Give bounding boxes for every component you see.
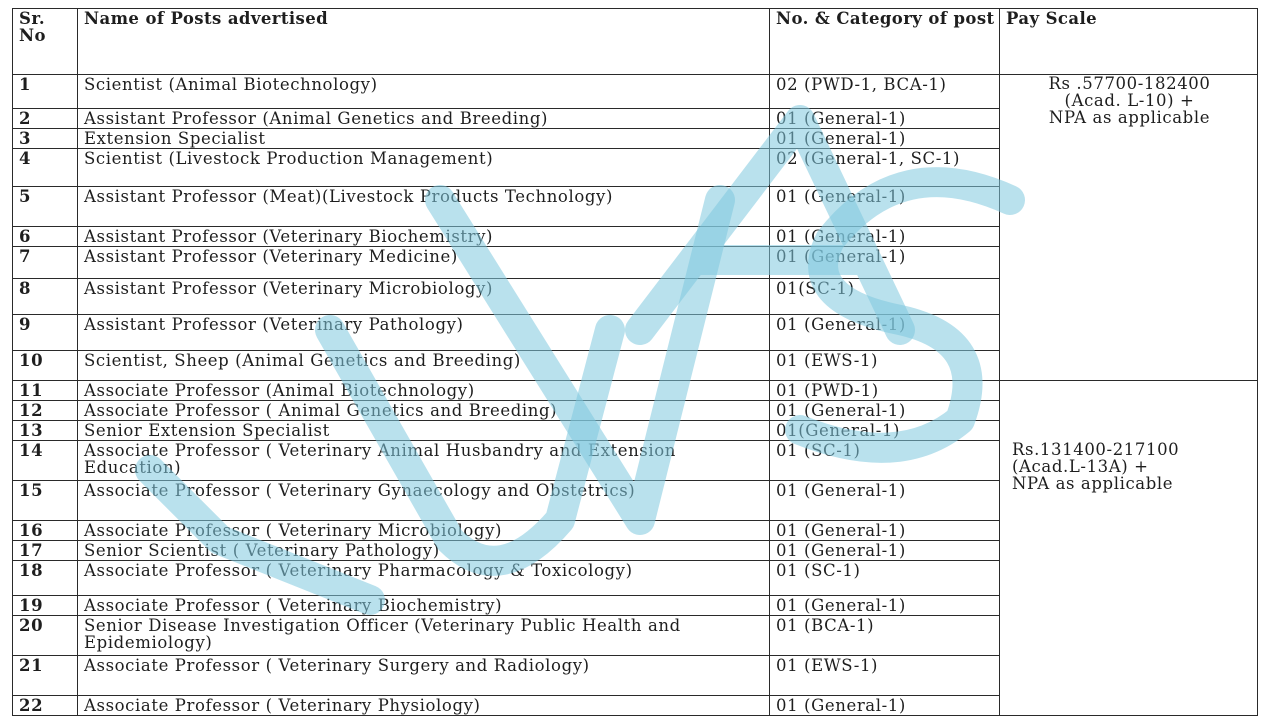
row-sr-no: 1 (13, 75, 78, 109)
row-category: 01 (General-1) (770, 227, 1000, 247)
row-post-name: Extension Specialist (78, 129, 770, 149)
pay-scale-line: (Acad. L-10) + (1064, 91, 1195, 110)
row-category: 01 (General-1) (770, 541, 1000, 561)
row-sr-no: 16 (13, 521, 78, 541)
row-post-name: Scientist (Animal Biotechnology) (78, 75, 770, 109)
header-pay-scale: Pay Scale (1000, 9, 1258, 75)
row-post-name: Associate Professor ( Veterinary Physiology) (78, 696, 770, 716)
row-post-name: Assistant Professor (Veterinary Microbiology) (78, 279, 770, 315)
row-sr-no: 7 (13, 247, 78, 279)
pay-scale-line: Rs .57700-182400 (1048, 74, 1211, 93)
row-category: 01 (EWS-1) (770, 351, 1000, 381)
row-category: 02 (PWD-1, BCA-1) (770, 75, 1000, 109)
header-sr-no: Sr. No (13, 9, 78, 75)
row-sr-no: 22 (13, 696, 78, 716)
row-category: 01 (General-1) (770, 596, 1000, 616)
row-category: 01 (BCA-1) (770, 616, 1000, 656)
pay-scale-group2 (1000, 381, 1258, 716)
row-post-name: Associate Professor ( Veterinary Gynaecology and Obstetrics) (78, 481, 770, 521)
row-post-name: Assistant Professor (Meat)(Livestock Products Technology) (78, 187, 770, 227)
row-post-name: Senior Extension Specialist (78, 421, 770, 441)
row-category: 01(General-1) (770, 421, 1000, 441)
row-post-name: Associate Professor ( Veterinary Surgery and Radiology) (78, 656, 770, 696)
row-post-name: Scientist (Livestock Production Management) (78, 149, 770, 187)
row-sr-no: 20 (13, 616, 78, 656)
row-category: 01 (General-1) (770, 247, 1000, 279)
row-category: 01 (General-1) (770, 481, 1000, 521)
row-post-name: Senior Scientist ( Veterinary Pathology) (78, 541, 770, 561)
row-sr-no: 19 (13, 596, 78, 616)
row-sr-no: 3 (13, 129, 78, 149)
row-sr-no: 15 (13, 481, 78, 521)
row-sr-no: 13 (13, 421, 78, 441)
row-sr-no: 11 (13, 381, 78, 401)
row-category: 01 (General-1) (770, 187, 1000, 227)
row-category: 01 (General-1) (770, 401, 1000, 421)
table-row (13, 75, 1258, 109)
row-post-name: Assistant Professor (Veterinary Medicine) (78, 247, 770, 279)
pay-scale-group1 (1000, 75, 1258, 381)
row-post-name: Associate Professor ( Veterinary Microbiology) (78, 521, 770, 541)
row-post-name: Associate Professor ( Veterinary Animal Husbandry and Extension Education) (78, 441, 770, 481)
row-post-name: Associate Professor (Animal Biotechnology) (78, 381, 770, 401)
row-sr-no: 8 (13, 279, 78, 315)
pay-scale-line: NPA as applicable (1012, 474, 1174, 493)
row-category: 01 (General-1) (770, 129, 1000, 149)
row-category: 01 (SC-1) (770, 561, 1000, 596)
row-sr-no: 12 (13, 401, 78, 421)
row-post-name: Scientist, Sheep (Animal Genetics and Breeding) (78, 351, 770, 381)
row-sr-no: 2 (13, 109, 78, 129)
row-post-name: Assistant Professor (Veterinary Biochemistry) (78, 227, 770, 247)
row-sr-no: 14 (13, 441, 78, 481)
pay-scale-line: NPA as applicable (1048, 108, 1211, 127)
row-sr-no: 9 (13, 315, 78, 351)
row-post-name: Associate Professor ( Veterinary Pharmacology & Toxicology) (78, 561, 770, 596)
row-category: 01 (General-1) (770, 696, 1000, 716)
pay-scale-line: (Acad.L-13A) + (1012, 457, 1149, 476)
row-category: 01 (SC-1) (770, 441, 1000, 481)
row-sr-no: 17 (13, 541, 78, 561)
row-post-name: Associate Professor ( Veterinary Biochemistry) (78, 596, 770, 616)
row-sr-no: 18 (13, 561, 78, 596)
header-row (13, 9, 1258, 75)
row-post-name: Assistant Professor (Veterinary Pathology) (78, 315, 770, 351)
posts-table (12, 8, 1258, 716)
row-sr-no: 10 (13, 351, 78, 381)
row-post-name: Associate Professor ( Animal Genetics and Breeding) (78, 401, 770, 421)
row-sr-no: 6 (13, 227, 78, 247)
row-sr-no: 5 (13, 187, 78, 227)
row-post-name: Assistant Professor (Animal Genetics and Breeding) (78, 109, 770, 129)
header-category: No. & Category of post (770, 9, 1000, 75)
row-category: 01 (EWS-1) (770, 656, 1000, 696)
header-post-name: Name of Posts advertised (78, 9, 770, 75)
row-sr-no: 21 (13, 656, 78, 696)
row-post-name: Senior Disease Investigation Officer (Veterinary Public Health and Epidemiology) (78, 616, 770, 656)
pay-scale-line: Rs.131400-217100 (1012, 440, 1180, 459)
row-category: 01(SC-1) (770, 279, 1000, 315)
row-category: 01 (General-1) (770, 109, 1000, 129)
row-sr-no: 4 (13, 149, 78, 187)
row-category: 02 (General-1, SC-1) (770, 149, 1000, 187)
row-category: 01 (PWD-1) (770, 381, 1000, 401)
row-category: 01 (General-1) (770, 315, 1000, 351)
row-category: 01 (General-1) (770, 521, 1000, 541)
table-row (13, 381, 1258, 401)
